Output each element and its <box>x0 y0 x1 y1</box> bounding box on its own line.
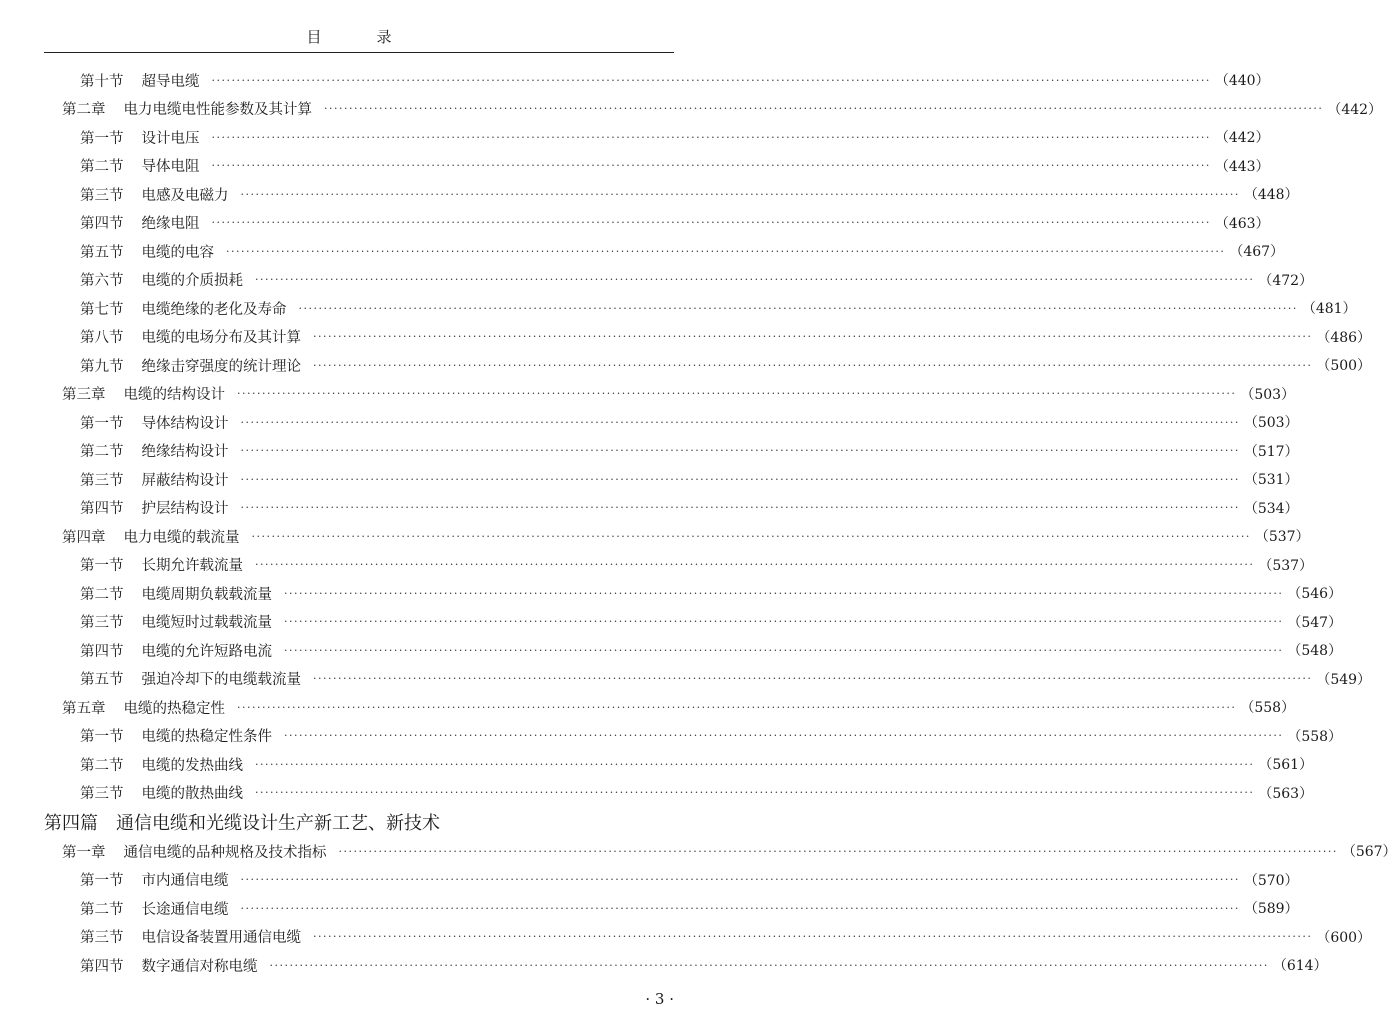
dot-leader: ········································································································································································································ <box>255 757 1255 771</box>
toc-entry-page: （481） <box>1301 301 1357 318</box>
header-rule <box>44 52 674 53</box>
toc-entry-chapter <box>44 693 1296 722</box>
toc-entry-title: 电缆的发热曲线 <box>141 757 243 774</box>
dot-leader: ········································································································································································································ <box>240 873 1240 887</box>
toc-entry-page: （440） <box>1214 73 1270 90</box>
toc-entry-section <box>44 750 1314 779</box>
toc-entry-title: 电缆的电容 <box>141 244 214 261</box>
toc-entry-section <box>44 237 1285 266</box>
toc-entry-page: （517） <box>1243 443 1299 460</box>
toc-entry-section <box>44 923 1372 952</box>
toc-entry-title: 绝缘电阻 <box>141 216 200 233</box>
toc-entry-chapter <box>44 95 1383 124</box>
toc-entry-section <box>44 437 1299 466</box>
toc-entry-page: （463） <box>1214 215 1270 232</box>
toc-entry-page: （549） <box>1316 671 1372 688</box>
toc-entry-title: 电缆短时过载载流量 <box>141 615 272 632</box>
toc-entry-title: 电缆的热稳定性条件 <box>141 729 272 746</box>
toc-entry-section <box>44 665 1372 694</box>
toc-entry-label: 第一节 <box>80 130 124 147</box>
toc-entry-title: 导体结构设计 <box>141 415 229 432</box>
toc-entry-section <box>44 551 1314 580</box>
dot-leader: ········································································································································································································ <box>240 187 1240 201</box>
toc-entry-section <box>44 579 1343 608</box>
dot-leader: ········································································································································································································ <box>211 130 1211 144</box>
dot-leader: ········································································································································································································ <box>324 102 1324 116</box>
toc-entry-section <box>44 323 1372 352</box>
dot-leader: ········································································································································································································ <box>313 930 1313 944</box>
toc-entry-page: （442） <box>1214 130 1270 147</box>
table-of-contents <box>44 66 1397 980</box>
dot-leader: ········································································································································································································ <box>240 415 1240 429</box>
toc-entry-title: 电缆的结构设计 <box>123 387 225 404</box>
dot-leader: ········································································································································································································ <box>313 358 1313 372</box>
toc-entry-section <box>44 636 1343 665</box>
toc-entry-page: （558） <box>1240 700 1296 717</box>
toc-entry-title: 导体电阻 <box>141 159 200 176</box>
toc-entry-title: 屏蔽结构设计 <box>141 472 229 489</box>
toc-entry-page: （600） <box>1316 929 1372 946</box>
toc-entry-label: 第五章 <box>62 700 106 717</box>
toc-entry-label: 第四节 <box>80 501 124 518</box>
toc-entry-label: 第二章 <box>62 102 106 119</box>
dot-leader: ········································································································································································································ <box>226 244 1226 258</box>
toc-entry-page: （537） <box>1258 557 1314 574</box>
dot-leader: ········································································································································································································ <box>313 672 1313 686</box>
toc-entry-title: 电缆周期负载载流量 <box>141 586 272 603</box>
toc-entry-label: 第六节 <box>80 273 124 290</box>
toc-entry-page: （503） <box>1243 415 1299 432</box>
toc-entry-page: （570） <box>1243 872 1299 889</box>
toc-entry-label: 第二节 <box>80 444 124 461</box>
toc-entry-section <box>44 152 1270 181</box>
toc-entry-section <box>44 779 1314 808</box>
dot-leader: ········································································································································································································ <box>211 216 1211 230</box>
toc-entry-label: 第三节 <box>80 930 124 947</box>
toc-entry-label: 第四节 <box>80 643 124 660</box>
toc-entry-page: （548） <box>1287 643 1343 660</box>
toc-entry-section <box>44 465 1299 494</box>
toc-entry-page: （472） <box>1258 272 1314 289</box>
toc-entry-label: 第三节 <box>80 472 124 489</box>
toc-entry-section <box>44 294 1357 323</box>
toc-entry-label: 第四篇 <box>44 813 98 834</box>
dot-leader: ········································································································································································································ <box>211 73 1211 87</box>
toc-entry-label: 第三节 <box>80 615 124 632</box>
toc-entry-title: 护层结构设计 <box>141 501 229 518</box>
toc-entry-title: 电信设备装置用通信电缆 <box>141 930 301 947</box>
toc-entry-page: （443） <box>1214 158 1270 175</box>
toc-entry-section <box>44 123 1270 152</box>
toc-entry-label: 第二节 <box>80 159 124 176</box>
toc-entry-page: （500） <box>1316 358 1372 375</box>
toc-entry-title: 电力电缆电性能参数及其计算 <box>123 102 312 119</box>
toc-entry-label: 第五节 <box>80 672 124 689</box>
toc-entry-section <box>44 951 1328 980</box>
toc-entry-title: 绝缘击穿强度的统计理论 <box>141 358 301 375</box>
toc-entry-label: 第三节 <box>80 786 124 803</box>
dot-leader: ········································································································································································································ <box>284 615 1284 629</box>
toc-entry-title: 电感及电磁力 <box>141 187 229 204</box>
toc-entry-title: 电缆绝缘的老化及寿命 <box>141 301 287 318</box>
toc-entry-page: （589） <box>1243 901 1299 918</box>
dot-leader: ········································································································································································································ <box>269 958 1269 972</box>
dot-leader: ········································································································································································································ <box>240 901 1240 915</box>
dot-leader: ········································································································································································································ <box>240 444 1240 458</box>
toc-entry-page: （561） <box>1258 757 1314 774</box>
dot-leader: ········································································································································································································ <box>284 586 1284 600</box>
dot-leader: ········································································································································································································ <box>338 844 1338 858</box>
dot-leader: ········································································································································································································ <box>255 786 1255 800</box>
toc-entry-section <box>44 494 1299 523</box>
toc-entry-title: 长途通信电缆 <box>141 901 229 918</box>
toc-entry-title: 电缆的散热曲线 <box>141 786 243 803</box>
toc-entry-label: 第十节 <box>80 73 124 90</box>
toc-entry-title: 电缆的电场分布及其计算 <box>141 330 301 347</box>
toc-entry-section <box>44 266 1314 295</box>
toc-entry-label: 第八节 <box>80 330 124 347</box>
toc-entry-page: （442） <box>1327 101 1383 118</box>
toc-entry-page: （486） <box>1316 329 1372 346</box>
toc-entry-label: 第一节 <box>80 558 124 575</box>
toc-entry-label: 第四节 <box>80 958 124 975</box>
toc-entry-label: 第二节 <box>80 901 124 918</box>
toc-entry-section <box>44 66 1270 95</box>
dot-leader: ········································································································································································································ <box>298 301 1298 315</box>
toc-entry-label: 第一章 <box>62 844 106 861</box>
toc-entry-page: （563） <box>1258 785 1314 802</box>
toc-entry-page: （448） <box>1243 187 1299 204</box>
toc-entry-page: （503） <box>1240 386 1296 403</box>
toc-entry-section <box>44 866 1299 895</box>
dot-leader: ········································································································································································································ <box>255 273 1255 287</box>
toc-entry-section <box>44 722 1343 751</box>
toc-entry-title: 通信电缆和光缆设计生产新工艺、新技术 <box>116 813 440 834</box>
toc-entry-page: （558） <box>1287 728 1343 745</box>
dot-leader: ········································································································································································································ <box>255 558 1255 572</box>
dot-leader: ········································································································································································································ <box>251 529 1251 543</box>
dot-leader: ········································································································································································································ <box>211 159 1211 173</box>
toc-entry-label: 第一节 <box>80 873 124 890</box>
toc-entry-title: 长期允许载流量 <box>141 558 243 575</box>
toc-entry-label: 第二节 <box>80 586 124 603</box>
toc-entry-label: 第七节 <box>80 301 124 318</box>
toc-entry-title: 电缆的热稳定性 <box>123 700 225 717</box>
toc-entry-label: 第三节 <box>80 187 124 204</box>
dot-leader: ········································································································································································································ <box>284 643 1284 657</box>
toc-entry-section <box>44 209 1270 238</box>
toc-entry-title: 电力电缆的载流量 <box>123 529 240 546</box>
toc-entry-title: 绝缘结构设计 <box>141 444 229 461</box>
toc-entry-section <box>44 180 1299 209</box>
toc-entry-title: 通信电缆的品种规格及技术指标 <box>123 844 327 861</box>
dot-leader: ········································································································································································································ <box>240 472 1240 486</box>
toc-entry-label: 第九节 <box>80 358 124 375</box>
toc-entry-title: 电缆的介质损耗 <box>141 273 243 290</box>
toc-entry-title: 设计电压 <box>141 130 200 147</box>
toc-entry-page: （567） <box>1341 844 1397 861</box>
toc-entry-title: 数字通信对称电缆 <box>141 958 258 975</box>
dot-leader: ········································································································································································································ <box>284 729 1284 743</box>
toc-entry-label: 第二节 <box>80 757 124 774</box>
toc-entry-title: 市内通信电缆 <box>141 873 229 890</box>
toc-entry-chapter <box>44 837 1397 866</box>
toc-entry-label: 第四节 <box>80 216 124 233</box>
toc-entry-page: （547） <box>1287 614 1343 631</box>
dot-leader: ········································································································································································································ <box>237 700 1237 714</box>
toc-entry-label: 第一节 <box>80 729 124 746</box>
toc-entry-chapter <box>44 380 1296 409</box>
toc-entry-page: （614） <box>1272 958 1328 975</box>
toc-entry-section <box>44 408 1299 437</box>
toc-entry-label: 第一节 <box>80 415 124 432</box>
toc-entry-page: （546） <box>1287 586 1343 603</box>
dot-leader: ········································································································································································································ <box>313 330 1313 344</box>
toc-entry-label: 第四章 <box>62 529 106 546</box>
toc-entry-section <box>44 608 1343 637</box>
toc-entry-title: 电缆的允许短路电流 <box>141 643 272 660</box>
dot-leader: ········································································································································································································ <box>237 387 1237 401</box>
toc-entry-page: （467） <box>1229 244 1285 261</box>
toc-entry-label: 第三章 <box>62 387 106 404</box>
page-header-title: 目 录 <box>306 28 412 46</box>
toc-entry-title: 超导电缆 <box>141 73 200 90</box>
toc-entry-page: （531） <box>1243 472 1299 489</box>
toc-entry-part <box>44 807 674 837</box>
toc-entry-section <box>44 351 1372 380</box>
toc-entry-section <box>44 894 1299 923</box>
toc-entry-page: （537） <box>1254 529 1310 546</box>
toc-entry-chapter <box>44 522 1310 551</box>
page-number: · 3 · <box>645 990 674 1008</box>
dot-leader: ········································································································································································································ <box>240 501 1240 515</box>
toc-entry-title: 强迫冷却下的电缆载流量 <box>141 672 301 689</box>
toc-entry-page: （534） <box>1243 500 1299 517</box>
toc-entry-label: 第五节 <box>80 244 124 261</box>
